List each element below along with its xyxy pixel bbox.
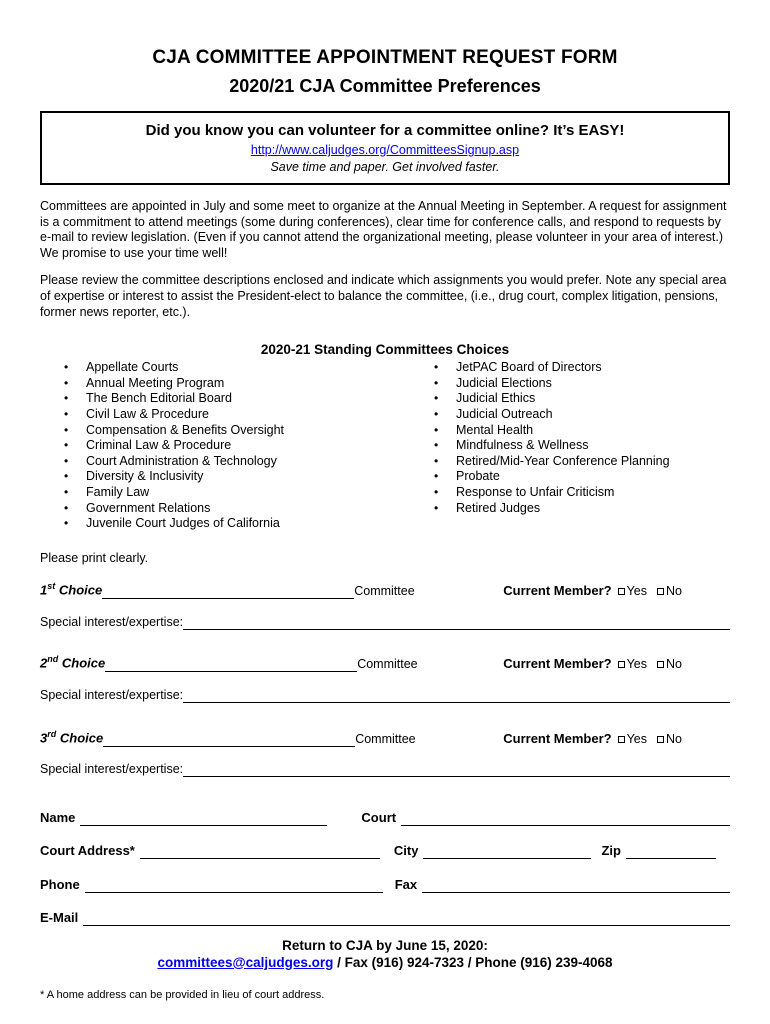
committee-name: Government Relations [86, 500, 211, 515]
online-signup-info-box [40, 111, 730, 185]
court-address-label: Court Address* [40, 842, 135, 858]
no-checkbox[interactable] [657, 736, 664, 743]
bullet-icon: • [434, 360, 439, 375]
bullet-icon: • [64, 360, 69, 375]
bullet-icon: • [434, 406, 439, 421]
court-address-input[interactable] [140, 844, 380, 859]
email-label: E-Mail [40, 909, 79, 925]
yes-checkbox[interactable] [618, 661, 625, 668]
list-item [64, 360, 410, 376]
name-input[interactable] [80, 811, 327, 826]
list-item [64, 376, 410, 392]
second-special-input[interactable] [183, 688, 730, 703]
intro-paragraph-2: Please review the committee descriptions enclosed and indicate which assignments you would prefer. Note any special area of expertise or interest to assist the President-elect to balance the committee, (i.e., drug court, complex litigation, pensions, former news reporter, etc.). [40, 273, 727, 319]
list-item [64, 516, 410, 532]
committee-name: Mental Health [456, 422, 534, 437]
committee-name: Court Administration & Technology [86, 453, 277, 468]
committees-heading: 2020-21 Standing Committees Choices [260, 342, 510, 358]
committee-name: The Bench Editorial Board [86, 391, 232, 406]
phone-label: Phone [40, 876, 80, 892]
committee-list-right [410, 360, 730, 532]
committee-name: Diversity & Inclusivity [86, 469, 204, 484]
committee-name: Criminal Law & Procedure [86, 438, 232, 453]
list-item [434, 485, 730, 501]
committee-name: Annual Meeting Program [86, 375, 225, 390]
list-item [64, 438, 410, 454]
first-special-row [40, 613, 730, 630]
name-label: Name [40, 809, 76, 825]
yes-label: Yes [626, 656, 648, 671]
list-item [434, 501, 730, 517]
first-choice-row [40, 581, 730, 599]
list-item [64, 391, 410, 407]
second-choice-label: 2nd Choice [40, 654, 106, 671]
bullet-icon: • [64, 500, 69, 515]
bullet-icon: • [64, 391, 69, 406]
committee-name: Family Law [86, 484, 150, 499]
first-choice-label: 1st Choice [40, 581, 103, 598]
third-choice-input[interactable] [103, 732, 355, 747]
yes-checkbox[interactable] [618, 588, 625, 595]
phone-input[interactable] [85, 878, 383, 893]
third-choice-member-group [503, 731, 682, 747]
phone-fax-row [40, 874, 730, 893]
list-item [434, 454, 730, 470]
bullet-icon: • [434, 469, 439, 484]
city-label: City [393, 842, 419, 858]
bullet-icon: • [434, 453, 439, 468]
list-item [64, 454, 410, 470]
email-input[interactable] [83, 911, 730, 926]
list-item [434, 360, 730, 376]
name-court-row [40, 807, 730, 826]
return-instructions [40, 937, 730, 971]
info-box-headline: Did you know you can volunteer for a committee online? It’s EASY! [145, 122, 625, 139]
third-choice-label: 3rd Choice [40, 729, 104, 746]
first-special-input[interactable] [183, 615, 730, 630]
list-item [434, 391, 730, 407]
list-item [64, 469, 410, 485]
bullet-icon: • [64, 438, 69, 453]
list-item [434, 438, 730, 454]
bullet-icon: • [434, 375, 439, 390]
committee-word-label: Committee [357, 656, 418, 671]
bullet-icon: • [64, 453, 69, 468]
third-choice-row [40, 729, 730, 747]
committee-name: Retired Judges [456, 500, 541, 515]
special-interest-label: Special interest/expertise: [40, 761, 184, 776]
fax-phone-text: / Fax (916) 924-7323 / Phone (916) 239-4068 [333, 954, 613, 970]
bullet-icon: • [64, 406, 69, 421]
list-item [434, 407, 730, 423]
bullet-icon: • [64, 469, 69, 484]
signup-link[interactable]: http://www.caljudges.org/CommitteesSignup.asp [250, 143, 520, 157]
committee-name: JetPAC Board of Directors [456, 360, 602, 375]
list-item [64, 485, 410, 501]
form-subtitle: 2020/21 CJA Committee Preferences [229, 76, 541, 96]
current-member-question: Current Member? [503, 582, 612, 598]
committee-name: Appellate Courts [86, 360, 179, 375]
signup-link-line [52, 142, 718, 159]
current-member-question: Current Member? [503, 655, 612, 671]
print-clearly-note: Please print clearly. [40, 550, 149, 565]
no-label: No [666, 656, 682, 671]
committee-name: Response to Unfair Criticism [456, 484, 615, 499]
list-item [64, 423, 410, 439]
second-choice-row [40, 654, 730, 672]
fax-input[interactable] [422, 878, 730, 893]
bullet-icon: • [64, 516, 69, 531]
yes-checkbox[interactable] [618, 736, 625, 743]
committee-list-left [40, 360, 410, 532]
email-row [40, 907, 730, 926]
committee-name: Retired/Mid-Year Conference Planning [456, 453, 670, 468]
committee-name: Juvenile Court Judges of California [86, 516, 280, 531]
court-label: Court [361, 809, 397, 825]
committee-name: Civil Law & Procedure [86, 406, 209, 421]
committee-name: Judicial Elections [456, 375, 552, 390]
special-interest-label: Special interest/expertise: [40, 687, 184, 702]
committee-name: Judicial Ethics [456, 391, 536, 406]
third-special-input[interactable] [183, 762, 730, 777]
bullet-icon: • [64, 375, 69, 390]
member-options [618, 731, 682, 747]
bullet-icon: • [434, 422, 439, 437]
list-item [434, 469, 730, 485]
city-input[interactable] [423, 844, 591, 859]
committee-name: Probate [456, 469, 500, 484]
bullet-icon: • [434, 484, 439, 499]
bullet-icon: • [64, 422, 69, 437]
bullet-icon: • [434, 500, 439, 515]
second-choice-member-group [503, 656, 682, 672]
first-choice-member-group [503, 583, 682, 599]
intro-paragraph-1: Committees are appointed in July and some meet to organize at the Annual Meeting in September. A request for assignment is a commitment to attend meetings (some during conferences), clear time for conference calls, and respond to requests by e-mail to review legislation. (Even if you cannot attend the organizational meeting, please volunteer in your area of interest.) We promise to use your time well! [40, 199, 727, 260]
info-box-tagline: Save time and paper. Get involved faster. [270, 160, 500, 174]
fax-label: Fax [394, 876, 418, 892]
yes-label: Yes [626, 731, 648, 746]
committee-lists [40, 360, 730, 532]
email-link[interactable]: committees@caljudges.org [157, 954, 334, 970]
no-label: No [666, 731, 682, 746]
committee-name: Judicial Outreach [456, 406, 553, 421]
zip-input[interactable] [626, 844, 716, 859]
special-interest-label: Special interest/expertise: [40, 614, 184, 629]
committee-name: Mindfulness & Wellness [456, 438, 589, 453]
bullet-icon: • [434, 438, 439, 453]
list-item [434, 423, 730, 439]
committee-name: Compensation & Benefits Oversight [86, 422, 285, 437]
list-item [64, 407, 410, 423]
first-choice-input[interactable] [102, 584, 354, 599]
no-checkbox[interactable] [657, 588, 664, 595]
committee-word-label: Committee [354, 583, 415, 598]
member-options [618, 583, 682, 599]
list-item [64, 501, 410, 517]
member-options [618, 656, 682, 672]
bullet-icon: • [64, 484, 69, 499]
no-checkbox[interactable] [657, 661, 664, 668]
second-special-row [40, 686, 730, 703]
no-label: No [666, 583, 682, 598]
list-item [434, 376, 730, 392]
yes-label: Yes [626, 583, 648, 598]
address-city-zip-row [40, 840, 730, 859]
return-contact-line [40, 954, 730, 971]
second-choice-input[interactable] [105, 657, 357, 672]
zip-label: Zip [601, 842, 621, 858]
return-deadline: Return to CJA by June 15, 2020: [282, 937, 488, 953]
third-special-row [40, 760, 730, 777]
home-address-footnote: * A home address can be provided in lieu of court address. [40, 988, 325, 1001]
form-title: CJA COMMITTEE APPOINTMENT REQUEST FORM [152, 47, 618, 68]
court-input[interactable] [401, 811, 730, 826]
bullet-icon: • [434, 391, 439, 406]
committee-word-label: Committee [355, 731, 416, 746]
current-member-question: Current Member? [503, 730, 612, 746]
